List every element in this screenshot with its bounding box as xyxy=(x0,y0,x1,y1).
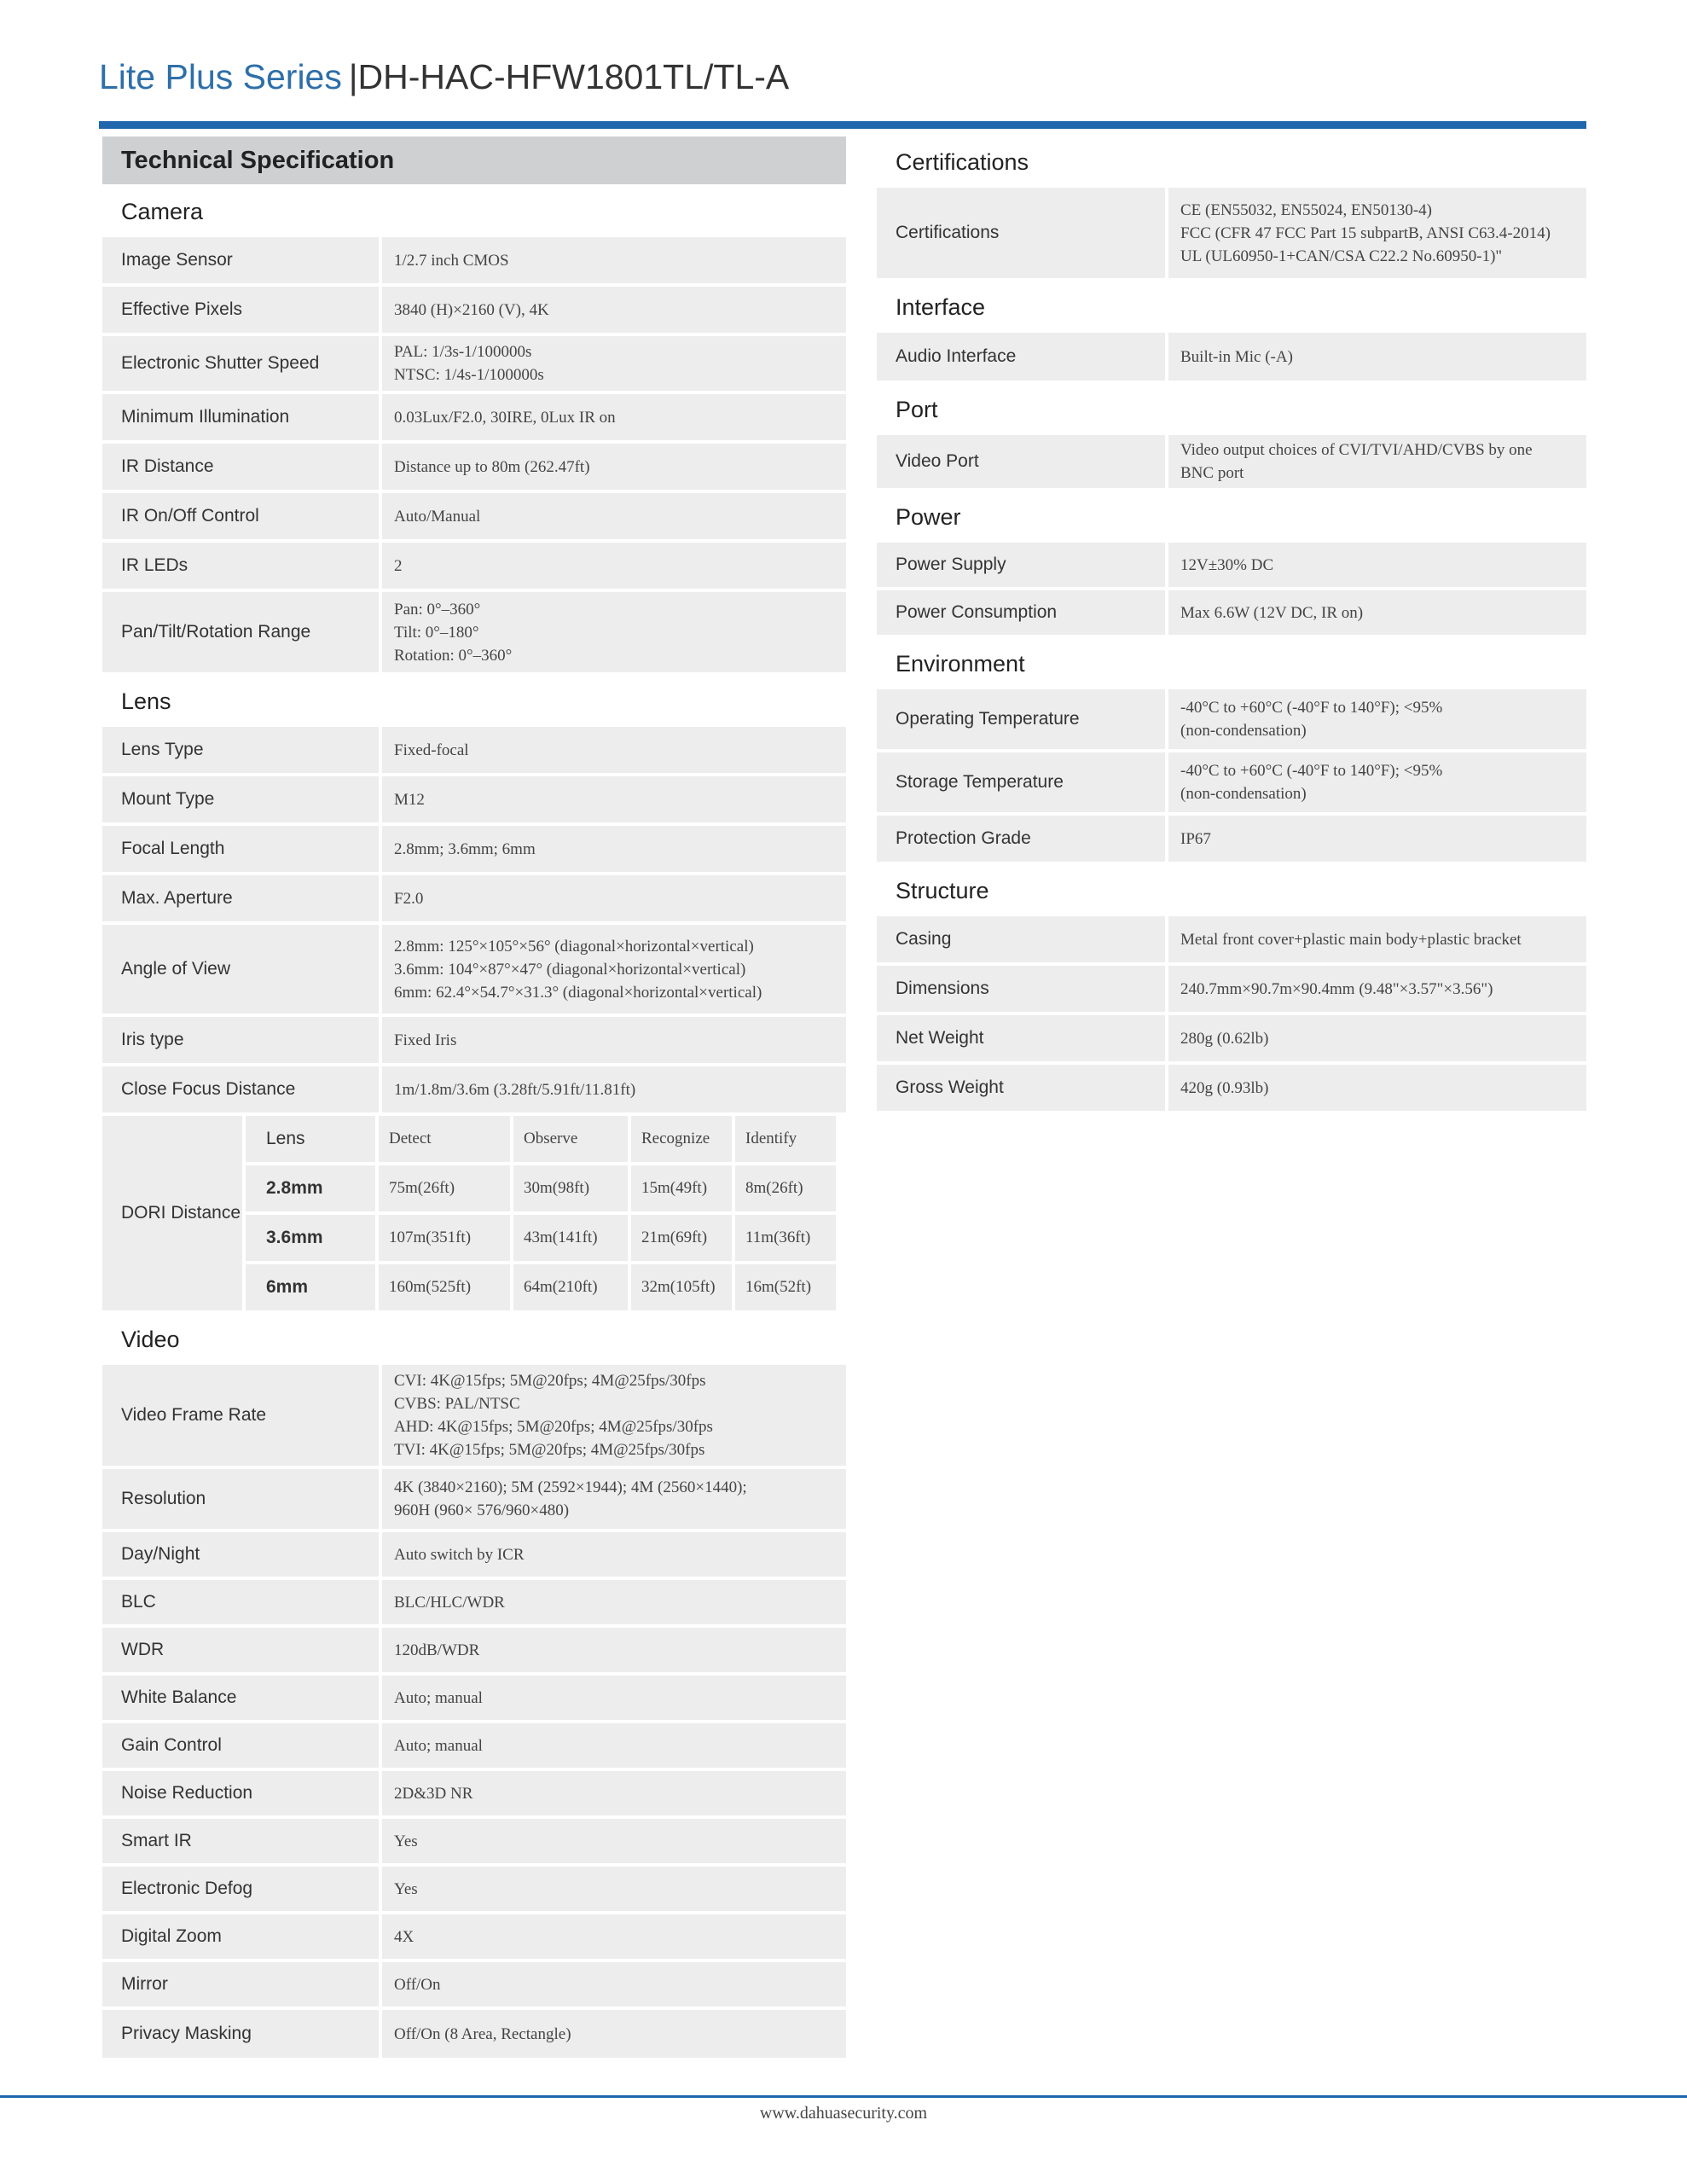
spec-label: Digital Zoom xyxy=(102,1914,379,1959)
spec-row xyxy=(102,925,846,1014)
spec-label: Resolution xyxy=(102,1469,379,1529)
dori-header-cell: Lens xyxy=(246,1116,375,1162)
spec-label: Effective Pixels xyxy=(102,287,379,333)
spec-label: Storage Temperature xyxy=(877,752,1165,812)
spec-value: Fixed-focal xyxy=(382,727,846,773)
spec-row xyxy=(877,752,1586,812)
spec-value: Auto; manual xyxy=(382,1676,846,1720)
dori-cell: 75m(26ft) xyxy=(379,1165,510,1211)
header-rule xyxy=(99,121,1586,129)
dori-cell: 160m(525ft) xyxy=(379,1264,510,1310)
spec-label: Electronic Shutter Speed xyxy=(102,336,379,391)
camera-table xyxy=(102,237,846,672)
spec-row xyxy=(102,1676,846,1720)
section-heading-lens: Lens xyxy=(121,688,171,714)
spec-value: M12 xyxy=(382,776,846,822)
spec-row xyxy=(102,1914,846,1959)
section-heading-port: Port xyxy=(896,396,938,422)
dori-cell: 21m(69ft) xyxy=(631,1215,732,1261)
spec-label: Max. Aperture xyxy=(102,875,379,921)
dori-cell: 64m(210ft) xyxy=(513,1264,628,1310)
spec-value: CVI: 4K@15fps; 5M@20fps; 4M@25fps/30fps CVBS: PAL/NTSC AHD: 4K@15fps; 5M@20fps; 4M@25fps/30fps TVI: 4K@15fps; 5M@20fps; 4M@25fps/30fps xyxy=(382,1365,846,1466)
spec-row xyxy=(102,237,846,283)
dori-label: DORI Distance xyxy=(102,1116,242,1310)
spec-label: Operating Temperature xyxy=(877,689,1165,749)
spec-value: 120dB/WDR xyxy=(382,1628,846,1672)
spec-label: Power Consumption xyxy=(877,590,1165,635)
spec-row xyxy=(102,592,846,672)
spec-value: Video output choices of CVI/TVI/AHD/CVBS by one BNC port xyxy=(1168,435,1586,488)
spec-value: 1m/1.8m/3.6m (3.28ft/5.91ft/11.81ft) xyxy=(382,1066,846,1112)
spec-value: Auto; manual xyxy=(382,1723,846,1768)
spec-row xyxy=(102,875,846,921)
dori-header-cell: Recognize xyxy=(631,1116,732,1162)
spec-row xyxy=(102,444,846,490)
section-heading-video: Video xyxy=(121,1326,180,1352)
section-heading-certifications: Certifications xyxy=(896,148,1029,175)
spec-value: CE (EN55032, EN55024, EN50130-4) FCC (CFR 47 FCC Part 15 subpartB, ANSI C63.4-2014) UL (UL60950-1+CAN/CSA C22.2 No.60950-1)" xyxy=(1168,188,1586,278)
dori-header-cell: Detect xyxy=(379,1116,510,1162)
spec-value: Off/On (8 Area, Rectangle) xyxy=(382,2010,846,2058)
dori-cell: 15m(49ft) xyxy=(631,1165,732,1211)
spec-value: Auto/Manual xyxy=(382,493,846,539)
spec-value: Pan: 0°–360° Tilt: 0°–180° Rotation: 0°–360° xyxy=(382,592,846,672)
spec-label: IR Distance xyxy=(102,444,379,490)
video-table xyxy=(102,1365,846,2058)
spec-value: Auto switch by ICR xyxy=(382,1532,846,1577)
spec-label: Gain Control xyxy=(102,1723,379,1768)
section-heading-structure: Structure xyxy=(896,877,989,903)
dori-lens-cell: 3.6mm xyxy=(246,1215,375,1261)
spec-value: BLC/HLC/WDR xyxy=(382,1580,846,1624)
spec-row xyxy=(102,1017,846,1063)
spec-label: Minimum Illumination xyxy=(102,394,379,440)
spec-label: Noise Reduction xyxy=(102,1771,379,1815)
spec-row xyxy=(102,1962,846,2007)
spec-label: Dimensions xyxy=(877,966,1165,1012)
spec-row xyxy=(102,1723,846,1768)
spec-row xyxy=(102,1365,846,1466)
spec-label: Image Sensor xyxy=(102,237,379,283)
spec-row xyxy=(102,1469,846,1529)
spec-row xyxy=(877,543,1586,587)
spec-label: Angle of View xyxy=(102,925,379,1014)
spec-row xyxy=(102,1532,846,1577)
spec-label: White Balance xyxy=(102,1676,379,1720)
spec-value: 420g (0.93lb) xyxy=(1168,1065,1586,1111)
spec-value: Fixed Iris xyxy=(382,1017,846,1063)
left-column xyxy=(102,136,846,2061)
dori-header-cell: Identify xyxy=(735,1116,836,1162)
spec-value: Yes xyxy=(382,1867,846,1911)
dori-cell: 8m(26ft) xyxy=(735,1165,836,1211)
spec-label: IR LEDs xyxy=(102,543,379,589)
document-header xyxy=(99,53,789,101)
spec-row xyxy=(102,1628,846,1672)
spec-value: Yes xyxy=(382,1819,846,1863)
spec-row xyxy=(102,826,846,872)
spec-row xyxy=(877,188,1586,278)
spec-value: Max 6.6W (12V DC, IR on) xyxy=(1168,590,1586,635)
dori-cell: 30m(98ft) xyxy=(513,1165,628,1211)
spec-label: Iris type xyxy=(102,1017,379,1063)
series-name: Lite Plus Series xyxy=(99,57,342,96)
right-column xyxy=(877,136,1586,1114)
spec-label: Protection Grade xyxy=(877,816,1165,862)
spec-label: Privacy Masking xyxy=(102,2010,379,2058)
spec-label: Electronic Defog xyxy=(102,1867,379,1911)
spec-row xyxy=(877,966,1586,1012)
spec-value: 240.7mm×90.7m×90.4mm (9.48"×3.57"×3.56") xyxy=(1168,966,1586,1012)
spec-value: 2D&3D NR xyxy=(382,1771,846,1815)
footer-url[interactable]: www.dahuasecurity.com xyxy=(759,2104,928,2123)
dori-grid xyxy=(246,1116,846,1310)
spec-row xyxy=(877,916,1586,962)
section-heading-interface: Interface xyxy=(896,293,986,320)
spec-label: Close Focus Distance xyxy=(102,1066,379,1112)
spec-label: IR On/Off Control xyxy=(102,493,379,539)
spec-row xyxy=(102,2010,846,2058)
spec-row xyxy=(877,333,1586,380)
spec-label: Gross Weight xyxy=(877,1065,1165,1111)
spec-value: Metal front cover+plastic main body+plastic bracket xyxy=(1168,916,1586,962)
spec-label: Pan/Tilt/Rotation Range xyxy=(102,592,379,672)
spec-value: Distance up to 80m (262.47ft) xyxy=(382,444,846,490)
spec-value: 4K (3840×2160); 5M (2592×1944); 4M (2560×1440); 960H (960× 576/960×480) xyxy=(382,1469,846,1529)
spec-row xyxy=(877,590,1586,635)
spec-row xyxy=(102,1580,846,1624)
spec-title: Technical Specification xyxy=(102,136,846,184)
spec-label: Net Weight xyxy=(877,1015,1165,1061)
spec-row xyxy=(877,689,1586,749)
footer-rule xyxy=(0,2095,1687,2098)
spec-label: WDR xyxy=(102,1628,379,1672)
spec-value: 3840 (H)×2160 (V), 4K xyxy=(382,287,846,333)
dori-header-cell: Observe xyxy=(513,1116,628,1162)
spec-row xyxy=(102,727,846,773)
section-heading-environment: Environment xyxy=(896,650,1025,677)
spec-value: 0.03Lux/F2.0, 30IRE, 0Lux IR on xyxy=(382,394,846,440)
spec-label: Mirror xyxy=(102,1962,379,2007)
spec-value: Built-in Mic (-A) xyxy=(1168,333,1586,380)
dori-cell: 107m(351ft) xyxy=(379,1215,510,1261)
spec-label: Focal Length xyxy=(102,826,379,872)
section-heading-camera: Camera xyxy=(121,198,204,224)
section-heading-power: Power xyxy=(896,503,961,530)
spec-label: BLC xyxy=(102,1580,379,1624)
spec-label: Certifications xyxy=(877,188,1165,278)
spec-value: Off/On xyxy=(382,1962,846,2007)
spec-row xyxy=(877,435,1586,488)
spec-row xyxy=(877,1065,1586,1111)
dori-lens-cell: 6mm xyxy=(246,1264,375,1310)
spec-label: Smart IR xyxy=(102,1819,379,1863)
spec-value: 280g (0.62lb) xyxy=(1168,1015,1586,1061)
spec-row xyxy=(102,336,846,391)
spec-row xyxy=(877,816,1586,862)
dori-lens-cell: 2.8mm xyxy=(246,1165,375,1211)
spec-row xyxy=(102,1771,846,1815)
spec-row xyxy=(102,1066,846,1112)
spec-row xyxy=(102,394,846,440)
spec-label: Casing xyxy=(877,916,1165,962)
spec-value: 2 xyxy=(382,543,846,589)
dori-cell: 16m(52ft) xyxy=(735,1264,836,1310)
spec-row xyxy=(102,1819,846,1863)
lens-table xyxy=(102,727,846,1310)
spec-row xyxy=(102,1867,846,1911)
spec-value: 2.8mm; 3.6mm; 6mm xyxy=(382,826,846,872)
dori-cell: 43m(141ft) xyxy=(513,1215,628,1261)
spec-value: -40°C to +60°C (-40°F to 140°F); <95% (non-condensation) xyxy=(1168,752,1586,812)
spec-label: Lens Type xyxy=(102,727,379,773)
spec-value: 4X xyxy=(382,1914,846,1959)
model-number: DH-HAC-HFW1801TL/TL-A xyxy=(357,57,790,96)
title-separator: | xyxy=(348,57,358,96)
spec-value: PAL: 1/3s-1/100000s NTSC: 1/4s-1/100000s xyxy=(382,336,846,391)
spec-value: 2.8mm: 125°×105°×56° (diagonal×horizontal×vertical) 3.6mm: 104°×87°×47° (diagonal×horizontal×vertical) 6mm: 62.4°×54.7°×31.3° (diagonal×horizontal×vertical) xyxy=(382,925,846,1014)
dori-cell: 32m(105ft) xyxy=(631,1264,732,1310)
spec-label: Video Frame Rate xyxy=(102,1365,379,1466)
spec-value: 1/2.7 inch CMOS xyxy=(382,237,846,283)
spec-row xyxy=(877,1015,1586,1061)
spec-label: Power Supply xyxy=(877,543,1165,587)
spec-label: Mount Type xyxy=(102,776,379,822)
dori-distance-table xyxy=(102,1116,846,1310)
spec-value: -40°C to +60°C (-40°F to 140°F); <95% (non-condensation) xyxy=(1168,689,1586,749)
dori-cell: 11m(36ft) xyxy=(735,1215,836,1261)
spec-label: Video Port xyxy=(877,435,1165,488)
spec-row xyxy=(102,287,846,333)
spec-row xyxy=(102,493,846,539)
spec-value: F2.0 xyxy=(382,875,846,921)
spec-value: 12V±30% DC xyxy=(1168,543,1586,587)
spec-row xyxy=(102,776,846,822)
spec-label: Day/Night xyxy=(102,1532,379,1577)
spec-label: Audio Interface xyxy=(877,333,1165,380)
spec-value: IP67 xyxy=(1168,816,1586,862)
spec-row xyxy=(102,543,846,589)
